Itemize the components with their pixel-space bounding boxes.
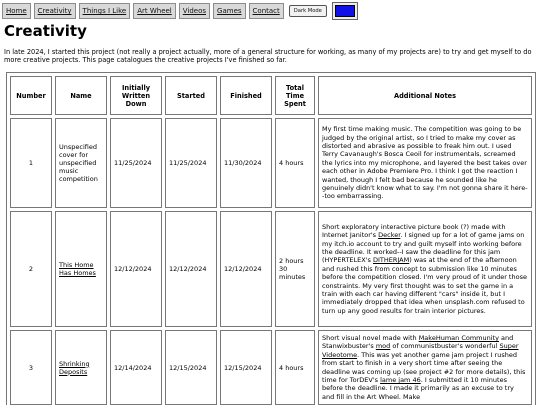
row-number: 2 (10, 211, 52, 327)
shrinking-deposits-link[interactable]: Shrinking Deposits (59, 359, 90, 376)
header-name: Name (55, 76, 107, 115)
nav-home-button[interactable]: Home (2, 3, 31, 19)
this-home-has-homes-link[interactable]: This Home Has Homes (59, 261, 96, 277)
top-nav (2, 2, 358, 20)
mod-link[interactable]: mod (375, 342, 391, 351)
row-name (55, 211, 107, 327)
row-time-spent: 4 hours (275, 118, 315, 208)
nav-videos-button[interactable]: Videos (179, 3, 210, 19)
header-number: Number (10, 76, 52, 115)
page-title: Creativity (4, 22, 87, 40)
notes-text: Short exploratory interactive picture book (?) made with Internet Janitor's (322, 222, 506, 240)
row-written: 11/25/2024 (110, 118, 162, 208)
row-name: Unspecified cover for unspecified music competition (55, 118, 107, 208)
notes-text: of communistbuster's wonderful (390, 342, 500, 351)
row-notes: My first time making music. The competition was going to be judged by the original artist, so I tried to make my cover as distorted and abrasive as possible to freak him out. I used Terry Cavanaugh's Bosca Ceoil for instrumentals, screamed the lyrics into my microphone, and layered the best takes over each other in Adobe Premiere Pro. I think I got the reaction I wanted, though I felt bad because he sounded like he genuinely didn't know what to say. I'm not gonna share it here--too embarrassing. (318, 118, 532, 208)
lame-jam-46-link[interactable]: lame jam 46 (380, 376, 421, 385)
color-picker[interactable] (332, 2, 358, 20)
row-finished: 11/30/2024 (220, 118, 272, 208)
header-started: Started (165, 76, 217, 115)
row-started: 11/25/2024 (165, 118, 217, 208)
makehuman-community-link[interactable]: MakeHuman Community (418, 334, 499, 342)
row-number: 1 (10, 118, 52, 208)
notes-text: Short visual novel made with (322, 334, 419, 342)
row-time-spent: 4 hours (275, 330, 315, 405)
table-header-row (10, 76, 532, 115)
projects-table-container (6, 72, 536, 405)
nav-creativity-button[interactable]: Creativity (34, 3, 76, 19)
ditherjam-link[interactable]: DITHERJAM (372, 256, 410, 265)
nav-art-wheel-button[interactable]: Art Wheel (133, 3, 176, 19)
row-notes (318, 211, 532, 327)
row-written: 12/12/2024 (110, 211, 162, 327)
table-row (10, 330, 532, 405)
row-written: 12/14/2024 (110, 330, 162, 405)
header-additional-notes: Additional Notes (318, 76, 532, 115)
projects-table (6, 72, 536, 405)
header-total-time-spent: Total Time Spent (275, 76, 315, 115)
header-finished: Finished (220, 76, 272, 115)
intro-paragraph: In late 2024, I started this project (not really a project actually, more of a general structure for working, as many of my projects are) to try and get myself to do more creative projects. This page catalogues the creative projects I've finished so far. (4, 48, 532, 64)
color-swatch (335, 5, 355, 17)
nav-contact-button[interactable]: Contact (249, 3, 284, 19)
notes-text: ) was at the end of the afternoon and rushed this from concept to submission like 10 minutes before the competition closed. I'm very proud of it under those constraints. My very first thought was to set the game in a train with each car having different "cars" inside it, but I immediately dropped that idea when unsplash.com refused to turn up any good results for train interior pictures. (322, 256, 527, 315)
nav-things-i-like-button[interactable]: Things I Like (79, 3, 131, 19)
notes-text: . I submitted it 10 minutes before the deadline. I made it primarily as an excuse to try and fill in the Art Wheel. Make (322, 376, 514, 401)
super-videotome-link[interactable]: Super Videotome (322, 342, 519, 359)
row-started: 12/12/2024 (165, 211, 217, 327)
dark-mode-button[interactable]: Dark Mode (289, 5, 327, 17)
notes-text: . I signed up for a lot of game jams on my itch.io account to try and guilt myself into working before the deadline. It worked--I saw the deadline for this jam (HYPERTELEX's (322, 231, 525, 265)
row-finished: 12/15/2024 (220, 330, 272, 405)
nav-games-button[interactable]: Games (213, 3, 246, 19)
row-finished: 12/12/2024 (220, 211, 272, 327)
table-row (10, 211, 532, 327)
header-initially-written-down: Initially Written Down (110, 76, 162, 115)
row-number: 3 (10, 330, 52, 405)
table-row (10, 118, 532, 208)
row-started: 12/15/2024 (165, 330, 217, 405)
decker-link[interactable]: Decker (378, 231, 401, 240)
notes-text: and Stanwixbuster's (322, 334, 514, 351)
row-notes (318, 330, 532, 405)
row-time-spent: 2 hours 30 minutes (275, 211, 315, 327)
notes-text: . This was yet another game jam project I rushed from start to finish in a very short time after seeing the deadline was coming up (see project #2 for more details), this time for TorDEV's (322, 350, 526, 385)
row-name (55, 330, 107, 405)
